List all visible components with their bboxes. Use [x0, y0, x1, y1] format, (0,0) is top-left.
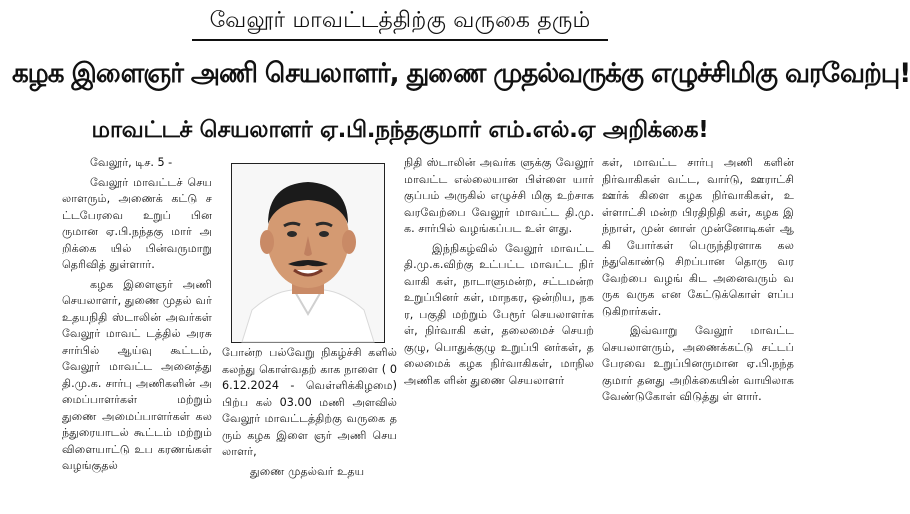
article-column-4: [602, 155, 794, 409]
article-column-1: [62, 155, 212, 478]
paragraph: நிதி ஸ்டாலின் அவர்க ளுக்கு வேலூர் மாவட்ட எல்லையான பிள்ளை யார் குப்பம் அருகில் எழுச்சி மிகு உற்சாக வரவேற்பை வேலூர் மாவட்ட தி.மு.க. சார்பில் வழங்கப்பட உள் ளது.: [404, 156, 594, 235]
paragraph: போன்ற பல்வேறு நிகழ்ச்சி களில் கலந்து கொள்வதற் காக நாளை ( 06.12.2024 - வெள்ளிக்கிழமை) பிற்ப கல் 03.00 மணி அளவில் வேலூர் மாவட்டத்திற்கு வருகை தரும் கழக இளை ஞர் அணி செயலாளர்,: [222, 346, 397, 458]
kicker-text: வேலூர் மாவட்டத்திற்கு வருகை தரும்: [192, 8, 609, 41]
portrait-photo: [231, 163, 385, 343]
portrait-illustration: [232, 164, 384, 342]
kicker-banner: [0, 8, 800, 48]
article-column-2: [222, 345, 397, 483]
article-column-3: [404, 155, 594, 392]
paragraph: வேலூர் மாவட்டச் செயலாளரும், அணைக் கட்டு சட்டபேரவை உறுப் பினருமான ஏ.பி.நந்தகு மார் அறிக்கை யில் பின்வருமாறு தெரிவித் துள்ளார்.: [62, 175, 212, 271]
paragraph: இவ்வாறு வேலூர் மாவட்ட செயலாளரும், அணைக்கட்டு சட்டப் பேரவை உறுப்பினருமான ஏ.பி.நந்தகுமார் தனது அறிக்கையின் வாயிலாக வேண்டுகோள் விடுத்து ள் ளார்.: [602, 324, 794, 403]
paragraph: துணை முதல்வர் உதய: [250, 464, 365, 478]
paragraph: கள், மாவட்ட சார்பு அணி களின் நிர்வாகிகள் வட்ட, வார்டு, ஊராட்சி ஊர்க் கிளை கழக நிர்வாகிகள், உள்ளாட்சி மன்ற பிரதிநிதி கள், கழக இந்நாள், முன் னாள் முன்னோடிகள் ஆகி யோர்கள் பெருந்திரளாக கலந்துகொண்டு சிறப்பான தொரு வரவேற்பை வழங் கிட அனைவரும் வருக வருக என கேட்டுக்கொள் ளப்படுகிறார்கள்.: [602, 156, 794, 318]
subheadline: மாவட்டச் செயலாளர் ஏ.பி.நந்தகுமார் எம்.எல்.ஏ அறிக்கை!: [91, 117, 709, 143]
headline: கழக இளைஞர் அணி செயலாளர், துணை முதல்வருக்கு எழுச்சிமிகு வரவேற்பு!: [12, 58, 910, 89]
paragraph: கழக இளைஞர் அணி செயலாளர், துணை முதல் வர் உதயநிதி ஸ்டாலின் அவர்கள் வேலூர் மாவட் டத்தில் அரசு சார்பில் ஆய்வு கூட்டம், வேலூர் மாவட்ட அனைத்து தி.மு.க. சார்பு அணிகளின் அமைப்பாளர்கள் மற்றும் துணை அமைப்பாளர்கள் கலந்துரையாடல் கூட்டம் மற்றும் விளையாட்டு உப கரணங்கள் வழங்குதல்: [62, 277, 212, 472]
dateline: வேலூர், டிச. 5 -: [90, 156, 173, 169]
paragraph: இந்நிகழ்வில் வேலூர் மாவட்ட தி.மு.க.விற்கு உட்பட்ட மாவட்ட நிர் வாகி கள், நாடாளுமன்ற, சட்டமன்ற உறுப்பினர் கள், மாநகர, ஒன்றிய, நகர, பகுதி மற்றும் பேரூர் செயலாளர்கள், நிர்வாகி கள், தலைமைச் செயற் குழு, பொதுக்குழு உறுப்பி னர்கள், தலைமைக் கழக நிர்வாகிகள், மாநில அணிக ளின் துணை செயலாளர்: [404, 241, 594, 387]
